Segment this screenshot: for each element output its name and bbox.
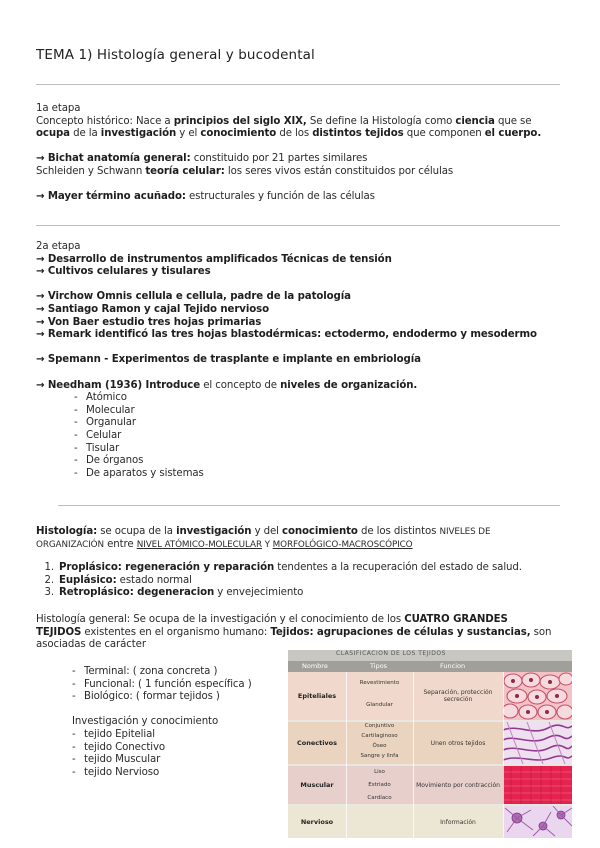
list-item: - De aparatos y sistemas bbox=[74, 468, 537, 481]
table-row bbox=[288, 806, 572, 838]
row-nombre: Conectivos bbox=[296, 739, 338, 747]
connective-tissue-image bbox=[503, 722, 572, 764]
schleiden-line: Schleiden y Schwann teoría celular: los seres vivos están constituidos por células bbox=[36, 165, 454, 177]
row-nombre: Nervioso bbox=[300, 818, 334, 826]
header-nombre: Nombre bbox=[302, 662, 328, 670]
etapa1-heading: 1a etapa bbox=[36, 103, 81, 114]
nervous-tissue-image bbox=[503, 806, 572, 838]
header-tipos: Tipos bbox=[370, 662, 388, 670]
tejidos-list bbox=[72, 729, 252, 779]
tipo: Óseo bbox=[372, 743, 387, 749]
histologia-line1: Histología: se ocupa de la investigación y del conocimiento de los distintos NIVELES DE bbox=[36, 526, 491, 537]
tipo: Sangre y linfa bbox=[360, 753, 399, 759]
list-item: - tejido Muscular bbox=[72, 754, 252, 767]
etapa2-section bbox=[36, 241, 537, 480]
list-item: - Funcional: ( 1 función específica ) bbox=[72, 679, 252, 692]
caracter-list bbox=[72, 666, 252, 704]
header-funcion: Funcion bbox=[440, 662, 466, 670]
table-header bbox=[288, 661, 572, 672]
tipo: Liso bbox=[374, 769, 385, 775]
list-item: - Biológico: ( formar tejidos ) bbox=[72, 691, 252, 704]
tipo: Conjuntivo bbox=[364, 723, 395, 729]
list-item: 3. Retroplásico: degeneracion y envejecimiento bbox=[44, 587, 304, 599]
etapa2-item: → Santiago Ramon y cajal Tejido nervioso bbox=[36, 303, 269, 315]
list-item: - tejido Conectivo bbox=[72, 742, 252, 755]
table-col-separator bbox=[346, 672, 347, 838]
needham-line: → Needham (1936) Introduce el concepto de niveles de organización. bbox=[36, 379, 418, 391]
etapa2-item: → Spemann - Experimentos de trasplante e implante en embriología bbox=[36, 354, 421, 366]
row-funcion: Movimiento por contracción bbox=[416, 781, 500, 789]
etapa2-item: → Cultivos celulares y tisulares bbox=[36, 266, 211, 278]
page-title: TEMA 1) Histología general y bucodental bbox=[36, 47, 315, 63]
table-col-separator bbox=[503, 672, 504, 838]
tipo: Revestimiento bbox=[359, 680, 400, 686]
histologia-line2: ORGANIZACIÓN entre NIVEL ATÓMICO-MOLECULAR Y MORFOLÓGICO-MACROSCÓPICO bbox=[36, 538, 413, 550]
tipo: Cardíaco bbox=[367, 795, 392, 801]
bichat-line: → Bichat anatomía general: constituido por 21 partes similares bbox=[36, 153, 368, 165]
divider-1 bbox=[36, 84, 560, 85]
etapa1-section bbox=[36, 103, 541, 204]
list-item: - De órganos bbox=[74, 455, 537, 468]
etapa1-line1: Concepto histórico: Nace a principios del siglo XIX, Se define la Histología como ciencia que se bbox=[36, 115, 532, 127]
list-item: 2. Euplásico: estado normal bbox=[44, 574, 192, 586]
etapa2-item: → Remark identificó las tres hojas blastodérmicas: ectodermo, endodermo y mesodermo bbox=[36, 329, 537, 341]
tipo: Estriado bbox=[368, 782, 391, 788]
list-item: - Tisular bbox=[74, 443, 537, 456]
row-funcion: Unen otros tejidos bbox=[430, 739, 486, 747]
caracter-section bbox=[72, 666, 252, 779]
list-item: - tejido Epitelial bbox=[72, 729, 252, 742]
divider-3 bbox=[58, 505, 560, 506]
row-funcion: Información bbox=[440, 818, 476, 826]
row-funcion: Separación, protección secreción bbox=[423, 689, 493, 703]
list-item: - Atómico bbox=[74, 392, 537, 405]
etapa2-item: → Desarrollo de instrumentos amplificados Técnicas de tensión bbox=[36, 253, 392, 265]
list-item: - tejido Nervioso bbox=[72, 767, 252, 780]
row-nombre: Epiteliales bbox=[297, 692, 337, 700]
estados-list bbox=[36, 562, 522, 600]
muscle-tissue-image bbox=[503, 766, 572, 804]
table-caption: CLASIFICACION DE LOS TEJIDOS bbox=[336, 650, 446, 657]
tipo: Cartilaginoso bbox=[361, 733, 398, 739]
row-nombre: Muscular bbox=[300, 781, 334, 789]
general-line1: Histología general: Se ocupa de la investigación y el conocimiento de los CUATRO GRANDES bbox=[36, 614, 508, 625]
table-row bbox=[288, 672, 572, 720]
tipo: Glandular bbox=[366, 702, 393, 708]
list-item: 1. Proplásico: regeneración y reparación tendentes a la recuperación del estado de salud. bbox=[44, 562, 522, 574]
etapa2-item: → Von Baer estudio tres hojas primarias bbox=[36, 316, 262, 328]
list-item: - Organular bbox=[74, 417, 537, 430]
divider-2 bbox=[36, 225, 560, 226]
list-item: - Terminal: ( zona concreta ) bbox=[72, 666, 252, 679]
list-item: - Celular bbox=[74, 430, 537, 443]
niveles-list bbox=[36, 392, 537, 480]
general-line3: asociadas de carácter bbox=[36, 639, 146, 651]
investigacion-heading: Investigación y conocimiento bbox=[72, 716, 219, 728]
mayer-line: → Mayer término acuñado: estructurales y función de las células bbox=[36, 191, 375, 203]
tejidos-table-image bbox=[288, 650, 572, 838]
etapa2-heading: 2a etapa bbox=[36, 241, 81, 252]
etapa1-line2: ocupa de la investigación y el conocimiento de los distintos tejidos que componen el cuerpo. bbox=[36, 128, 542, 140]
epithelial-tissue-image bbox=[503, 672, 572, 720]
etapa2-item: → Virchow Omnis cellula e cellula, padre de la patología bbox=[36, 291, 351, 303]
histologia-section bbox=[36, 526, 522, 600]
general-line2: TEJIDOS existentes en el organismo humano: Tejidos: agrupaciones de células y sustancias, son bbox=[36, 626, 552, 638]
table-row bbox=[288, 766, 572, 804]
general-section bbox=[36, 614, 551, 652]
table-row bbox=[288, 722, 572, 764]
table-col-separator bbox=[413, 672, 414, 838]
table-caption-bar bbox=[288, 650, 572, 661]
list-item: - Molecular bbox=[74, 405, 537, 418]
